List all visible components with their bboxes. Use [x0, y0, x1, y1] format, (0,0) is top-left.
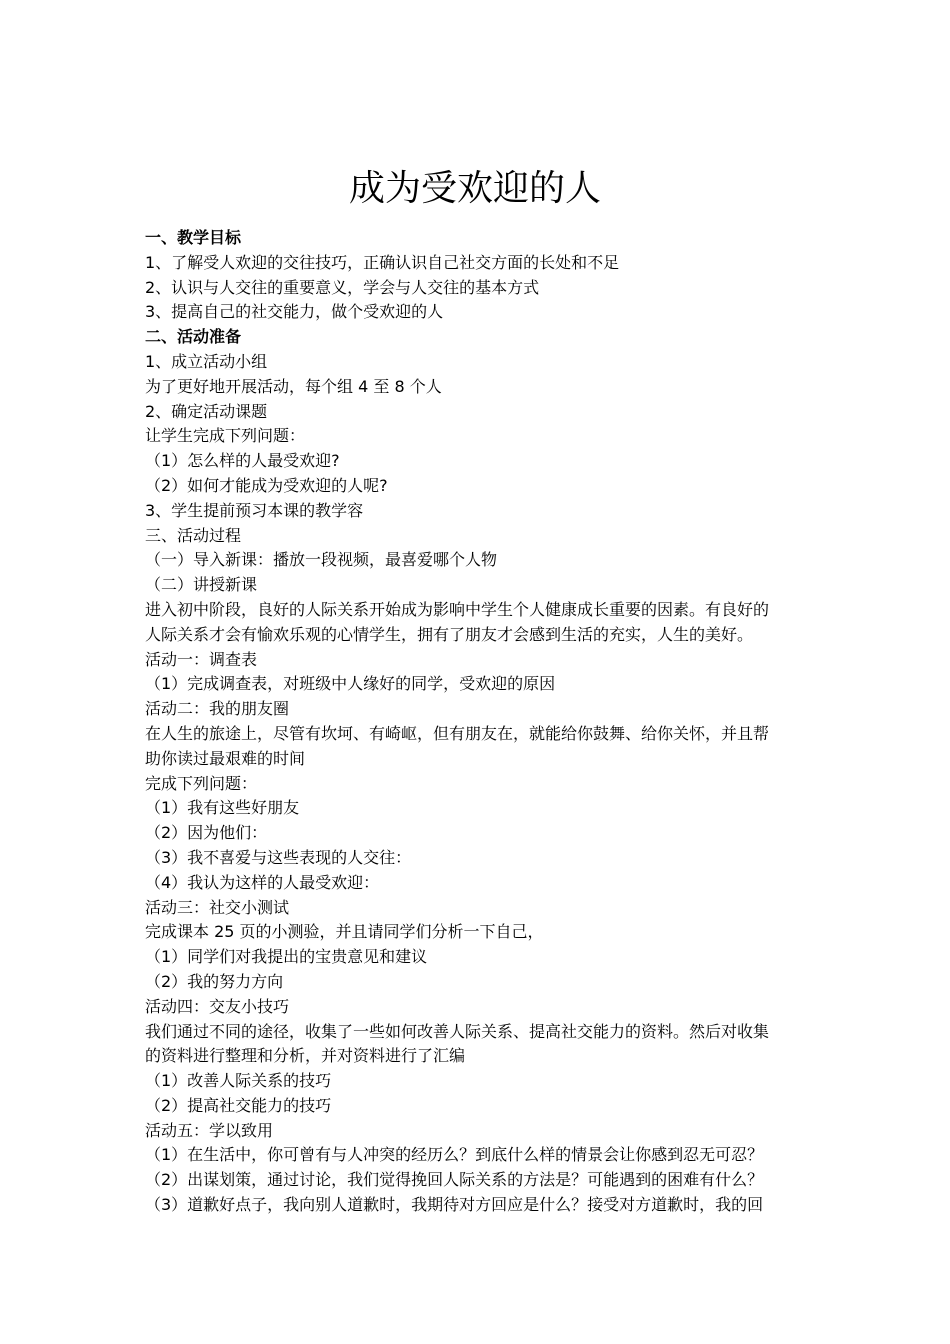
text-line: 2、确定活动课题: [145, 401, 268, 421]
text-line: （1）怎么样的人最受欢迎?: [145, 451, 340, 471]
text-line: （2）如何才能成为受欢迎的人呢?: [145, 475, 388, 495]
text-line: （3）道歉好点子，我向别人道歉时，我期待对方回应是什么？接受对方道歉时，我的回: [145, 1195, 764, 1215]
text-line: 为了更好地开展活动，每个组 4 至 8 个人: [145, 376, 442, 396]
text-line: （1）在生活中，你可曾有与人冲突的经历么？到底什么样的情景会让你感到忍无可忍？: [145, 1145, 764, 1165]
text-line: 的资料进行整理和分析，并对资料进行了汇编: [145, 1046, 466, 1066]
text-line: （一）导入新课：播放一段视频，最喜爱哪个人物: [145, 550, 498, 570]
text-line: 人际关系才会有愉欢乐观的心情学生，拥有了朋友才会感到生活的充实，人生的美好。: [145, 624, 754, 644]
text-line: （2）因为他们：: [145, 823, 268, 843]
text-line: （1）同学们对我提出的宝贵意见和建议: [145, 947, 428, 967]
text-line: 活动五：学以致用: [145, 1120, 274, 1140]
text-line: 3、提高自己的社交能力，做个受欢迎的人: [145, 302, 444, 322]
text-line: 助你读过最艰难的时间: [145, 748, 306, 768]
text-line: 让学生完成下列问题：: [145, 426, 306, 446]
text-line: 1、成立活动小组: [145, 351, 268, 371]
text-line: 进入初中阶段，良好的人际关系开始成为影响中学生个人健康成长重要的因素。有良好的: [145, 599, 770, 619]
document-title: 成为受欢迎的人: [348, 168, 601, 209]
text-line: 我们通过不同的途径，收集了一些如何改善人际关系、提高社交能力的资料。然后对收集: [145, 1021, 770, 1041]
document-body: [145, 226, 810, 1218]
section-heading: 二、活动准备: [145, 327, 242, 347]
text-line: （4）我认为这样的人最受欢迎：: [145, 872, 380, 892]
text-line: 3、学生提前预习本课的教学容: [145, 500, 364, 520]
text-line: 2、认识与人交往的重要意义，学会与人交往的基本方式: [145, 277, 540, 297]
text-line: （1）改善人际关系的技巧: [145, 1071, 332, 1091]
text-line: 完成课本 25 页的小测验，并且请同学们分析一下自己，: [145, 922, 544, 942]
text-line: （1）完成调查表，对班级中人缘好的同学，受欢迎的原因: [145, 674, 556, 694]
section-heading: 一、教学目标: [145, 228, 242, 247]
text-line: （二）讲授新课: [145, 575, 258, 595]
text-line: 活动三：社交小测试: [145, 897, 290, 917]
text-line: 三、活动过程: [145, 525, 242, 545]
text-line: 活动四：交友小技巧: [145, 996, 290, 1016]
text-line: （2）出谋划策，通过讨论，我们觉得挽回人际关系的方法是？可能遇到的困难有什么？: [145, 1170, 764, 1190]
text-line: （2）我的努力方向: [145, 971, 284, 991]
text-line: 活动一：调查表: [145, 649, 258, 669]
text-line: （2）提高社交能力的技巧: [145, 1095, 332, 1115]
text-line: 活动二：我的朋友圈: [145, 699, 290, 719]
text-line: 1、了解受人欢迎的交往技巧，正确认识自己社交方面的长处和不足: [145, 252, 620, 272]
text-line: 在人生的旅途上，尽管有坎坷、有崎岖，但有朋友在，就能给你鼓舞、给你关怀，并且帮: [145, 723, 770, 743]
text-line: 完成下列问题：: [145, 773, 258, 793]
text-line: （1）我有这些好朋友: [145, 798, 300, 818]
text-line: （3）我不喜爱与这些表现的人交往：: [145, 847, 412, 867]
